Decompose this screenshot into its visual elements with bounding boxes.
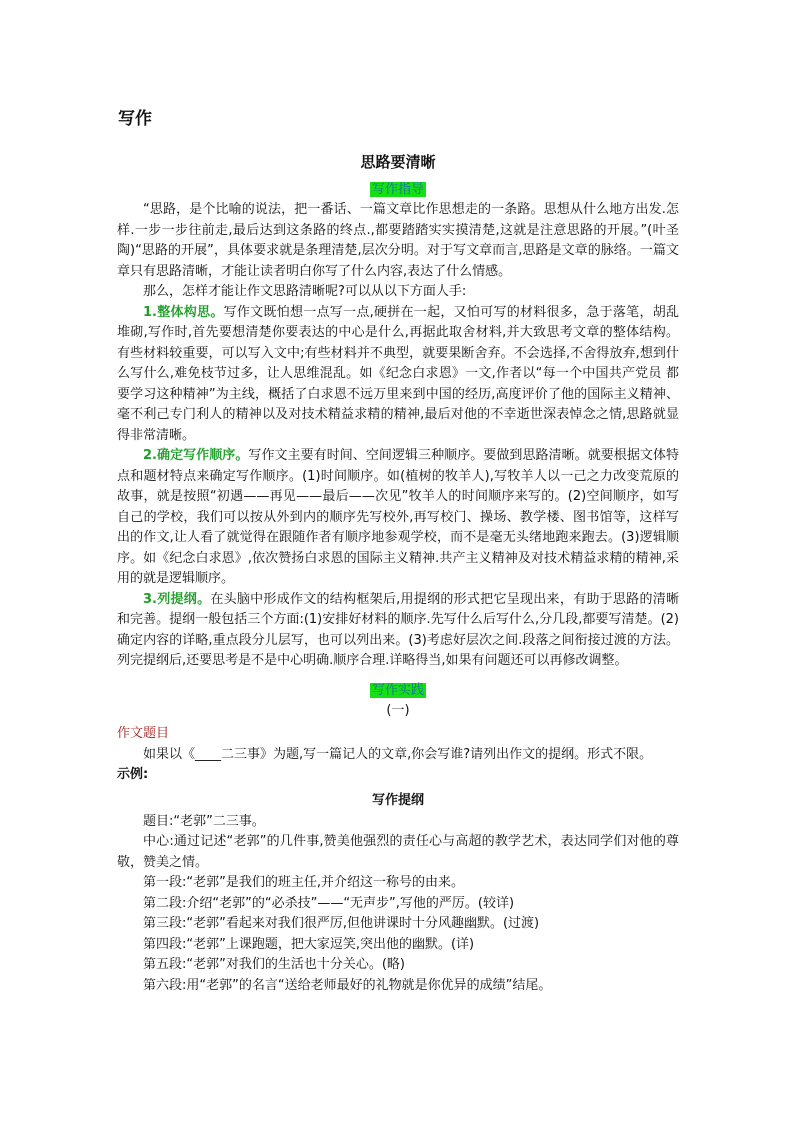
point-text: 在头脑中形成作文的结构框架后,用提纲的形式把它呈现出来，有助于思路的清晰和完善。提纲一般包括三个方面:(1)安排好材料的顺序.先写什么后写什么,分几段,都要写清楚。(2)确定内容的详略,重点段分儿层写，也可以列出来。(3)考虑好层次之间.段落之间衔接过渡的方法。列完提纲后,还要思考是不是中心明确.顺序合理.详略得当,如果有问题还可以再修改调整。: [117, 591, 679, 668]
task-text: 如果以《____二三事》为题,写一篇记人的文章,你会写谁?请列出作文的提纲。形式不限。: [143, 746, 653, 762]
outline-item: 第二段:介绍“老郭”的“必杀技”——“无声步”,写他的严厉。(较详): [143, 895, 515, 911]
point-text: 写作文既怕想一点写一点,硬拼在一起，又怕可写的材料很多，急于落笔，胡乱堆砌,写作时,首先要想清楚你要表达的中心是什么,再据此取舍材料,并大致思考文章的整体结构。有些材料较重要，可以写入文中;有些材料并不典型，就要果断舍弃。不会选择,不舍得放弃,想到什么写什么,难免枝节过多，让人思维混乱。如《纪念白求恩》一文,作者以“每一个中国共产党员 都要学习这种精神”为主线，概括了白求恩不远万里来到中国的经历,高度评价了他的国际主义精神、毫不利己专门利人的精神以及对技术精益求精的精神,最后对他的不幸逝世深表悼念之情,思路就显得非常清晰。: [117, 304, 680, 443]
practice-tag-wrap: [117, 679, 679, 699]
outline-item: 第四段:“老郭”上课跑题，把大家逗笑,突出他的幽默。(详): [143, 936, 475, 952]
practice-tag: 写作实践: [371, 682, 424, 698]
point-paragraph-1: [117, 303, 679, 447]
outline-item: 第五段:“老郭”对我们的生活也十分关心。(略): [143, 957, 405, 972]
outline-title: 写作提纲: [371, 792, 424, 808]
point-paragraph-2: [117, 446, 679, 590]
guide-tag: 写作指导: [371, 182, 424, 197]
article-title: 思路要清晰: [360, 153, 436, 171]
section-heading: 写作: [118, 109, 152, 129]
outline-item: 第一段:“老郭”是我们的班主任,并介绍这一称号的由来。: [143, 875, 464, 890]
example-label: 示例:: [117, 767, 149, 782]
outline-item: 题目:“老郭”二三事。: [143, 813, 265, 829]
document-page: [117, 104, 679, 996]
guide-tag-wrap: [117, 178, 679, 198]
intro-paragraph-1: “思路，是个比喻的说法，把一番话、一篇文章比作思想走的一条路。思想从什么地方出发.怎样.一步一步往前走,最后达到这条路的终点.,都要踏踏实实摸清楚,这就是注意思路的开展。”(叶圣陶)“思路的开展”，具体要求就是条理清楚,层次分明。对于写文章而言,思路是文章的脉络。一篇文章只有思路清晰，才能让读者明白你写了什么内容,表达了什么情感。: [117, 202, 679, 279]
task-label: 作文题目: [117, 726, 170, 741]
point-keyword: 1.整体构思。: [143, 304, 224, 320]
point-text: 写作文主要有时间、空间逻辑三种顺序。要做到思路清晰。就要根据文体特点和题材特点来确定写作顺序。(1)时间顺序。如(植树的牧羊人),写牧羊人以一己之力改变荒原的故事，就是按照“初遇——再见——最后——次见”牧羊人的时间顺序来写的。(2)空间顺序，如写自己的学校，我们可以按从外到内的顺序先写校外,再写校门、操场、教学楼、图书馆等，这样写出的作文,让人看了就觉得在跟随作者有顺序地参观学校，而不是毫无头绪地跑来跑去。(3)逻辑顺序。如《纪念白求恩》,依次赞扬白求恩的国际主义精神.共产主义精神及对技术精益求精的精神,采用的就是逻辑顺序。: [117, 448, 679, 586]
point-keyword: 2.确定写作顺序。: [143, 448, 249, 463]
point-keyword: 3.列提纲。: [143, 591, 211, 607]
outline-item: 中心:通过记述“老郭”的几件事,赞美他强烈的责任心与高超的教学艺术，表达同学们对他的尊敬，赞美之情。: [117, 834, 679, 870]
intro-paragraph-2: 那么，怎样才能让作文思路清晰呢?可以从以下方面人手:: [143, 284, 467, 299]
outline-item: 第六段:用“老郭”的名言“送给老师最好的礼物就是你优异的成绩”结尾。: [143, 977, 552, 993]
outline-item: 第三段:“老郭”看起来对我们很严厉,但他讲课时十分风趣幽默。(过渡): [143, 916, 540, 931]
point-paragraph-3: [117, 590, 679, 672]
practice-number: (一): [386, 702, 410, 718]
